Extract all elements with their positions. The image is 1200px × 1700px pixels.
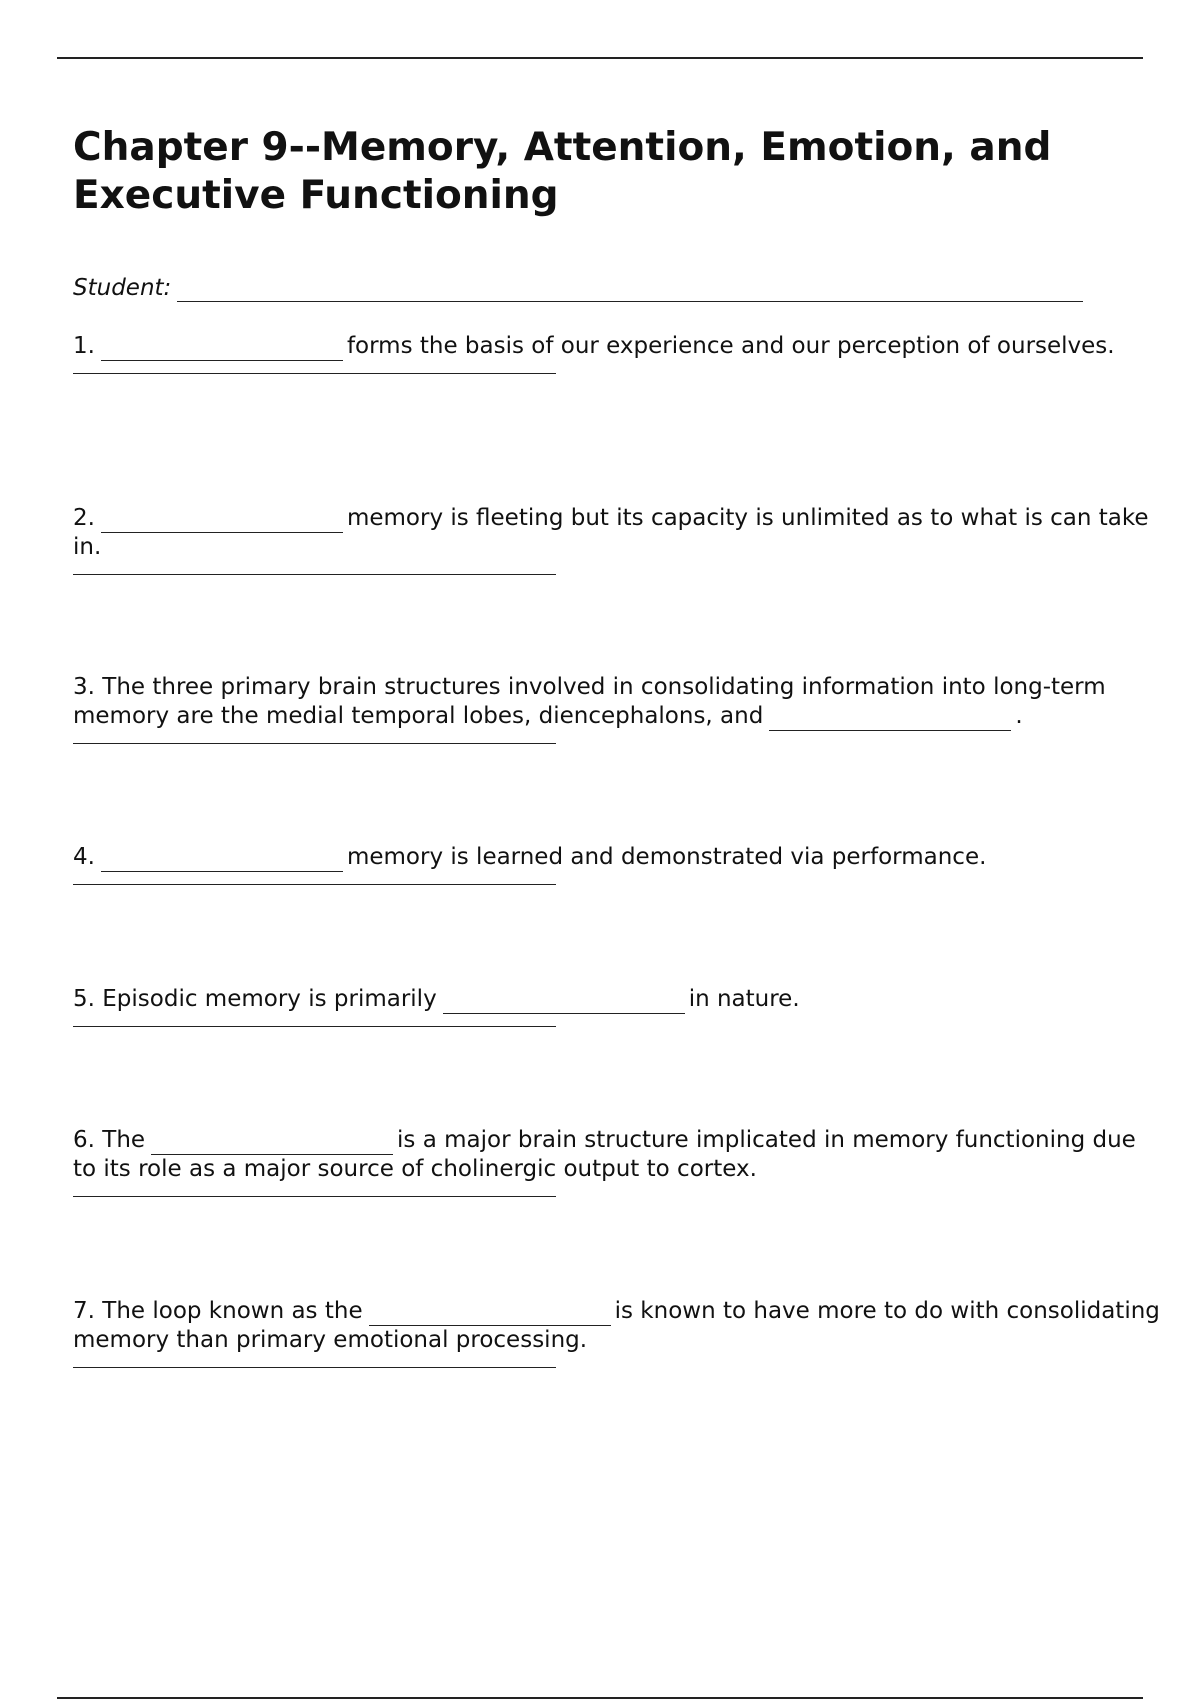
question-text <box>73 985 1163 1014</box>
fill-in-blank[interactable] <box>369 1303 611 1326</box>
question-number: 6. <box>73 1127 95 1153</box>
question-5 <box>73 985 1163 1027</box>
question-1 <box>73 332 1163 374</box>
worksheet <box>73 124 1173 1353</box>
question-6 <box>73 1126 1163 1197</box>
question-3 <box>73 673 1163 744</box>
fill-in-blank[interactable] <box>151 1132 393 1155</box>
answer-line[interactable] <box>73 1367 556 1368</box>
page-title: Chapter 9--Memory, Attention, Emotion, and Executive Functioning <box>73 125 1052 218</box>
question-4 <box>73 843 1163 885</box>
question-text-after: memory is learned and demonstrated via performance. <box>346 844 987 870</box>
answer-line[interactable] <box>73 574 556 575</box>
question-text-before: The three primary brain structures involved in consolidating information into long-term memory are the medial temporal lobes, diencephalons, and <box>73 674 1106 729</box>
answer-line[interactable] <box>73 743 556 744</box>
question-text-after: is a major brain structure implicated in memory functioning due to its role as a major source of cholinergic output to cortex. <box>73 1127 1136 1182</box>
header-rule <box>57 57 1143 59</box>
fill-in-blank[interactable] <box>443 991 685 1014</box>
answer-line[interactable] <box>73 373 556 374</box>
answer-line[interactable] <box>73 1026 556 1027</box>
question-number: 4. <box>73 844 95 870</box>
fill-in-blank[interactable] <box>101 510 343 533</box>
question-text-after: memory is fleeting but its capacity is unlimited as to what is can take in. <box>73 505 1149 560</box>
question-text <box>73 504 1163 562</box>
question-number: 5. <box>73 986 95 1012</box>
question-text <box>73 332 1163 361</box>
question-text-after: . <box>1015 703 1023 729</box>
question-text <box>73 843 1163 872</box>
question-text-before: The loop known as the <box>102 1298 363 1324</box>
answer-line[interactable] <box>73 884 556 885</box>
question-7 <box>73 1297 1163 1368</box>
question-number: 1. <box>73 333 95 359</box>
question-text-before: The <box>102 1127 146 1153</box>
question-number: 7. <box>73 1298 95 1324</box>
student-label: Student: <box>73 275 172 301</box>
question-text-before: Episodic memory is primarily <box>102 986 437 1012</box>
student-field <box>73 274 1093 302</box>
question-text-after: forms the basis of our experience and our perception of ourselves. <box>346 333 1115 359</box>
fill-in-blank[interactable] <box>101 849 343 872</box>
student-name-input[interactable] <box>177 279 1083 302</box>
question-text-after: in nature. <box>688 986 800 1012</box>
question-number: 2. <box>73 505 95 531</box>
footer-rule <box>57 1697 1143 1699</box>
question-text <box>73 1297 1163 1355</box>
question-text-after: is known to have more to do with consolidating memory than primary emotional processing. <box>73 1298 1160 1353</box>
question-text <box>73 673 1163 731</box>
fill-in-blank[interactable] <box>101 338 343 361</box>
question-2 <box>73 504 1163 575</box>
question-number: 3. <box>73 674 95 700</box>
answer-line[interactable] <box>73 1196 556 1197</box>
fill-in-blank[interactable] <box>769 708 1011 731</box>
question-text <box>73 1126 1163 1184</box>
